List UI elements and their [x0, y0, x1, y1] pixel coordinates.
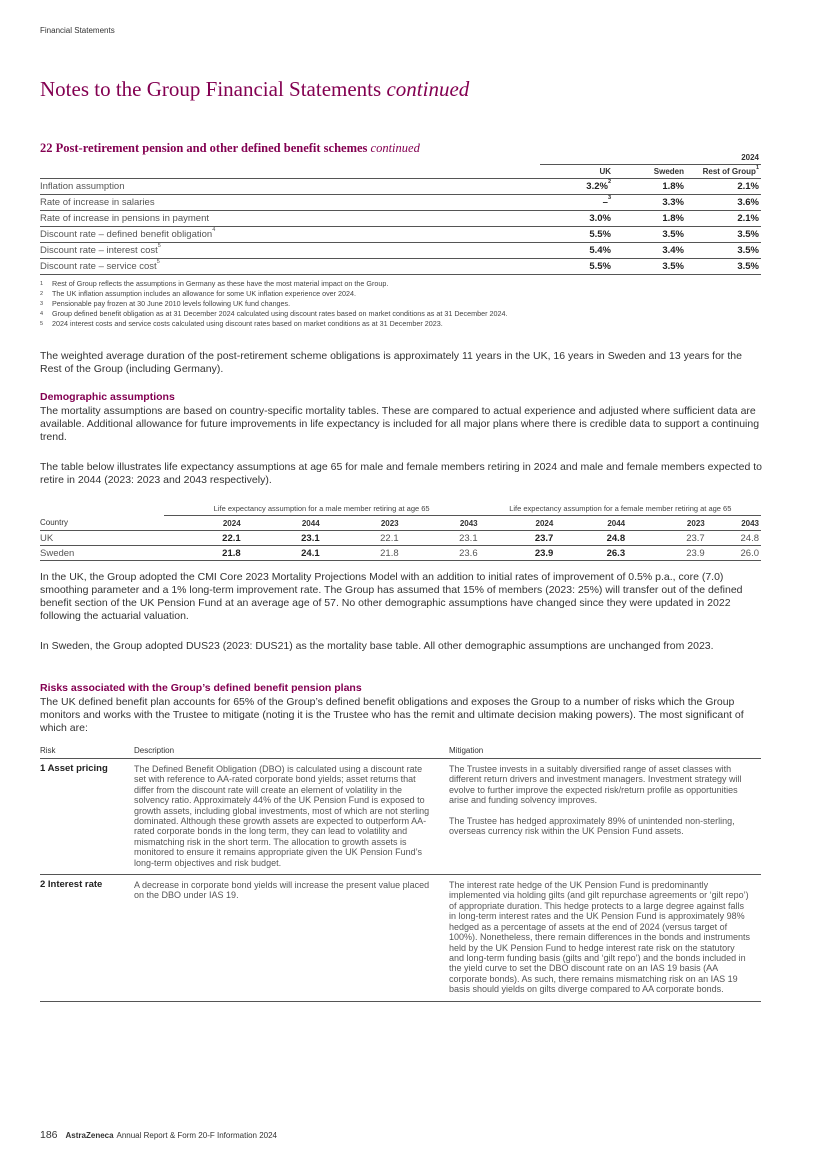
life-value: 26.0 — [707, 546, 761, 561]
country-header: Country — [40, 516, 164, 531]
footnote: 3 Pensionable pay frozen at 30 June 2010 levels following UK fund changes. — [40, 299, 291, 308]
risks-table — [40, 746, 761, 1002]
risk-description: The Defined Benefit Obligation (DBO) is calculated using a discount rate set with reference to AA-rated corporate bond yields; asset returns that differ from the discount rate will create an element of volatility in the solvency ratio. Approximately 44% of the UK Pension Fund is exposed to growth assets, including global investments, most of which are not sterling dominated. Although these growth assets are expected to outperform AA-rated corporate bonds in the long term, they can lead to volatility and mismatching risk in the short term. The allocation to growth assets is monitored to ensure it remains appropriate given the UK Pension Fund’s long-term objectives and risk budget. — [134, 759, 449, 875]
assumption-row — [40, 243, 761, 259]
year-header: 2044 — [243, 516, 322, 531]
assumption-rest-of-group: 2.1% — [686, 211, 761, 227]
assumption-label: Discount rate – defined benefit obligation$^4$ — [40, 227, 540, 243]
life-value: 24.1 — [243, 546, 322, 561]
mitigation-col-header: Mitigation — [449, 746, 761, 759]
para-uk-mortality: In the UK, the Group adopted the CMI Core 2023 Mortality Projections Model with an addition to initial rates of improvement of 0.5% p.a., core (7.0) smoothing parameter and a 1% long-term improvement rate. The Group has assumed that 15% of members (2023: 25%) will transfer out of the defined benefit section of the UK Pension Fund at an average age of 57. No other demographic assumptions have changed since they were updated in 2022 following the actuarial valuation. — [40, 571, 743, 622]
page-title — [40, 77, 469, 102]
assumptions-year-row — [40, 151, 761, 165]
assumption-uk: 5.5% — [540, 227, 613, 243]
life-value: 22.1 — [164, 531, 243, 546]
risk-description: A decrease in corporate bond yields will increase the present value placed on the DBO under IAS 19. — [134, 875, 449, 1001]
life-value: 21.8 — [164, 546, 243, 561]
risk-name: 2 Interest rate — [40, 875, 134, 1001]
year-header: 2044 — [555, 516, 627, 531]
life-value: 24.8 — [707, 531, 761, 546]
life-value: 23.1 — [243, 531, 322, 546]
year-header: 2024 — [164, 516, 243, 531]
assumption-label: Discount rate – interest cost$^5$ — [40, 243, 540, 259]
life-row — [40, 531, 761, 546]
assumption-sweden: 3.5% — [613, 259, 686, 275]
section-title-main: 22 Post-retirement pension and other defined benefit schemes — [40, 141, 368, 155]
life-value: 22.1 — [322, 531, 401, 546]
demographic-para-1: The mortality assumptions are based on country-specific mortality tables. These are compared to actual experience and adjusted where sufficient data are available. Additional allowance for future improvements in life expectancy is included for all major plans where there is credible data to support a continuing trend. — [40, 405, 760, 443]
footer-document: Annual Report & Form 20-F Information 2024 — [116, 1131, 278, 1140]
assumption-row — [40, 195, 761, 211]
assumption-uk: 3.2%$^2$ — [540, 179, 613, 195]
assumption-row — [40, 179, 761, 195]
assumption-uk: 5.5% — [540, 259, 613, 275]
assumptions-year: 2024 — [540, 151, 761, 165]
assumption-row — [40, 227, 761, 243]
life-value: 23.1 — [401, 531, 480, 546]
para-duration: The weighted average duration of the post-retirement scheme obligations is approximately 11 years in the UK, 16 years in Sweden and 13 years for the Rest of the Group (including Germany). — [40, 350, 742, 375]
assumption-rest-of-group: 3.5% — [686, 259, 761, 275]
country-cell: UK — [40, 531, 164, 546]
demographic-heading: Demographic assumptions — [40, 391, 175, 403]
footnote: 4 Group defined benefit obligation as at 31 December 2024 calculated using discount rates based on market conditions as at 31 December 2024. — [40, 309, 508, 318]
risk-name: 1 Asset pricing — [40, 759, 134, 875]
col-uk: UK — [540, 165, 613, 179]
year-header: 2024 — [480, 516, 556, 531]
country-cell: Sweden — [40, 546, 164, 561]
life-value: 23.7 — [627, 531, 707, 546]
life-value: 23.6 — [401, 546, 480, 561]
risk-row — [40, 759, 761, 875]
assumption-rest-of-group: 3.5% — [686, 227, 761, 243]
assumption-label: Inflation assumption — [40, 179, 540, 195]
year-header: 2043 — [707, 516, 761, 531]
life-value: 24.8 — [555, 531, 627, 546]
risks-heading: Risks associated with the Group’s defined benefit pension plans — [40, 682, 362, 694]
demographic-para-2: The table below illustrates life expectancy assumptions at age 65 for male and female members retiring in 2024 and male and female members expected to retire in 2044 (2023: 2023 and 2043 respectively). — [40, 461, 762, 486]
assumption-uk: 5.4% — [540, 243, 613, 259]
group-male-header: Life expectancy assumption for a male member retiring at age 65 — [164, 501, 480, 516]
life-value: 23.9 — [627, 546, 707, 561]
assumption-rest-of-group: 2.1% — [686, 179, 761, 195]
para-sweden-mortality: In Sweden, the Group adopted DUS23 (2023: DUS21) as the mortality base table. All other demographic assumptions are unchanged from 2023. — [40, 640, 714, 652]
risk-mitigation — [449, 875, 761, 1001]
assumption-sweden: 3.4% — [613, 243, 686, 259]
page-title-continued: continued — [386, 77, 470, 101]
page-footer — [40, 1129, 277, 1141]
assumption-label: Discount rate – service cost$^5$ — [40, 259, 540, 275]
running-header: Financial Statements — [40, 26, 115, 35]
footnote: 2 The UK inflation assumption includes an allowance for some UK inflation experience over 2024. — [40, 289, 357, 298]
description-col-header: Description — [134, 746, 449, 759]
mitigation-text: The Trustee has hedged approximately 89% of unintended non-sterling, overseas currency risk within the UK Pension Fund assets. — [449, 815, 735, 837]
assumption-sweden: 1.8% — [613, 179, 686, 195]
life-value: 21.8 — [322, 546, 401, 561]
risk-row — [40, 875, 761, 1001]
risks-intro: The UK defined benefit plan accounts for 65% of the Group’s defined benefit obligations and exposes the Group to a number of risks which the Group monitors and works with the Trustee to mitigate (noting it is the Trustee who has the remit and ultimate decision making powers). The most significant of which are: — [40, 696, 744, 734]
life-value: 23.9 — [480, 546, 556, 561]
assumption-label: Rate of increase in pensions in payment — [40, 211, 540, 227]
life-value: 26.3 — [555, 546, 627, 561]
year-header: 2023 — [627, 516, 707, 531]
assumption-row — [40, 259, 761, 275]
footer-brand: AstraZeneca — [65, 1131, 114, 1140]
life-value: 23.7 — [480, 531, 556, 546]
assumptions-table — [40, 151, 761, 275]
assumption-uk: 3.0% — [540, 211, 613, 227]
year-header: 2023 — [322, 516, 401, 531]
col-rest-of-group: Rest of Group$^1$ — [686, 165, 761, 179]
assumption-label: Rate of increase in salaries — [40, 195, 540, 211]
footnote: 5 2024 interest costs and service costs calculated using discount rates based on market conditions as at 31 December 2023. — [40, 319, 443, 328]
page-title-main: Notes to the Group Financial Statements — [40, 77, 382, 101]
footnotes — [40, 279, 508, 329]
col-sweden: Sweden — [613, 165, 686, 179]
assumption-sweden: 1.8% — [613, 211, 686, 227]
assumptions-header-row — [40, 165, 761, 179]
footnote: 1 Rest of Group reflects the assumptions in Germany as these have the most material impact on the Group. — [40, 279, 389, 288]
assumption-sweden: 3.5% — [613, 227, 686, 243]
mitigation-text: The Trustee invests in a suitably diversified range of asset classes with different return drivers and investment managers. Investment strategy will evolve to further improve the expected risk/return profile as opportunities arise and funding solvency improves. — [449, 764, 742, 806]
risk-col-header: Risk — [40, 746, 134, 759]
assumption-rest-of-group: 3.6% — [686, 195, 761, 211]
assumption-uk: –$^3$ — [540, 195, 613, 211]
mitigation-text: The interest rate hedge of the UK Pension Fund is predominantly implemented via holding gilts (and gilt repurchase agreements or ‘gilt repo’) of appropriate duration. This hedge protects to a large degree against falls in long-term interest rates and the UK Pension Fund is approximately 98% hedged as a percentage of assets at the end of 2024 (versus target of 100%). Nonetheless, there remain differences in the bonds and instruments held by the UK Pension Fund to hedge interest rate risk on the statutory and long-term funding basis (gilts and ‘gilt repo’) and the bonds included in the yield curve to set the DBO discount rate on an IAS 19 basis (AA corporate bonds). As such, there remains mismatching risk on an IAS 19 basis should yields on gilts diverge compared to AA corporate bonds. — [449, 880, 751, 995]
life-expectancy-table — [40, 501, 761, 561]
assumption-row — [40, 211, 761, 227]
assumption-rest-of-group: 3.5% — [686, 243, 761, 259]
section-title-continued: continued — [370, 141, 420, 155]
risk-mitigation — [449, 759, 761, 875]
page-number: 186 — [40, 1129, 58, 1141]
group-female-header: Life expectancy assumption for a female member retiring at age 65 — [480, 501, 761, 516]
year-header: 2043 — [401, 516, 480, 531]
life-row — [40, 546, 761, 561]
assumption-sweden: 3.3% — [613, 195, 686, 211]
